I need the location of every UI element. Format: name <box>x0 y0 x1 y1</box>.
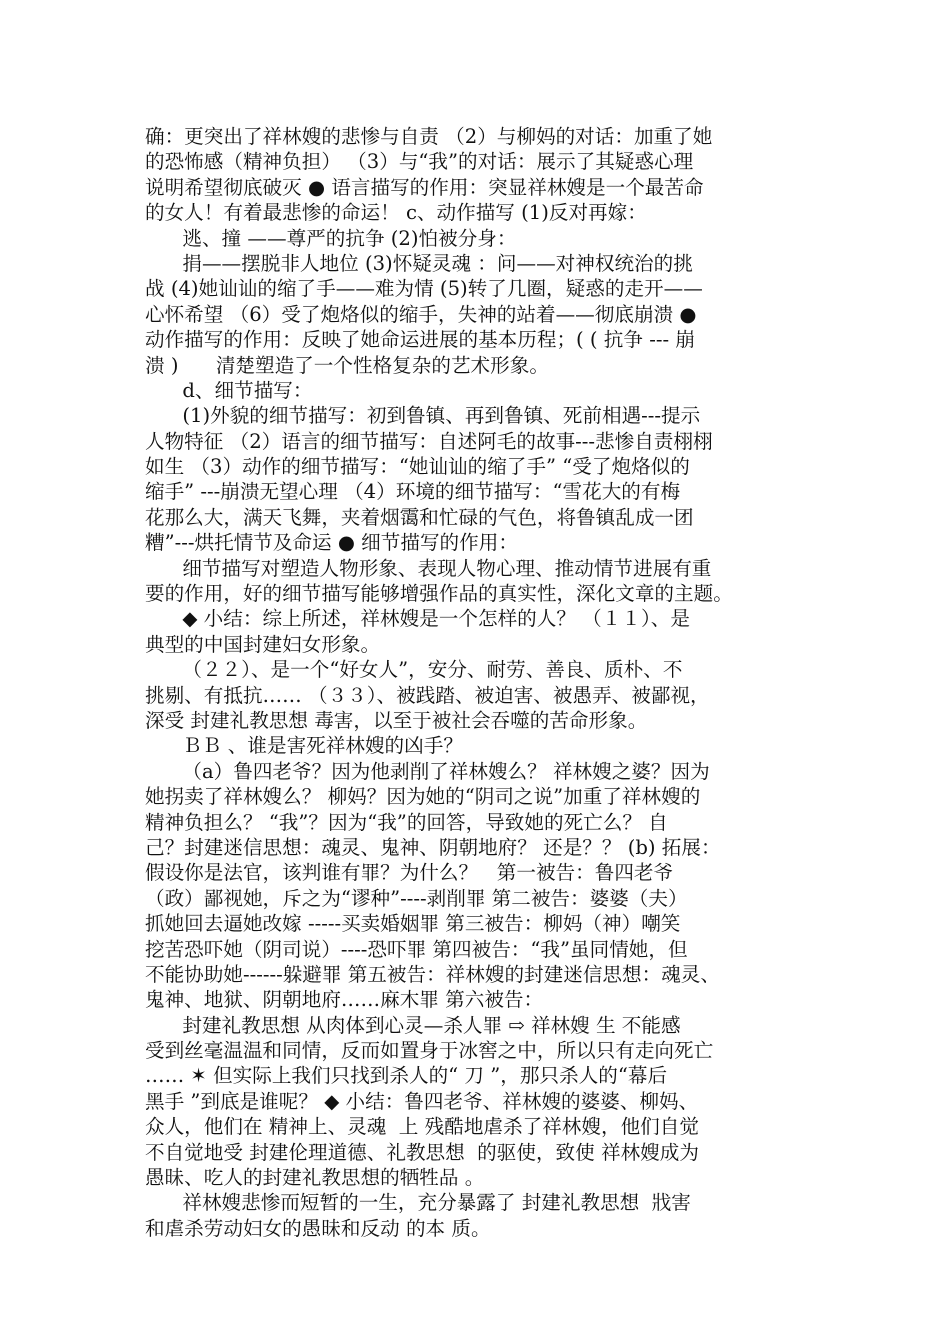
text-line: 的恐怖感（精神负担） （3）与“我”的对话：展示了其疑惑心理 <box>145 150 694 174</box>
text-line: 抓她回去逼她改嫁 -----买卖婚姻罪 第三被告：柳妈（神）嘲笑 <box>145 912 681 936</box>
text-line: 溃 ) 清楚塑造了一个性格复杂的艺术形象。 <box>145 353 549 377</box>
text-line: 祥林嫂悲惨而短暂的一生，充分暴露了 封建礼教思想 戕害 <box>145 1191 691 1215</box>
text-line: 己？封建迷信思想：魂灵、鬼神、阴朝地府？ 还是？？ (b) 拓展： <box>145 835 721 859</box>
text-line: 和虐杀劳动妇女的愚昧和反动 的本 质。 <box>145 1216 491 1240</box>
text-line: 心怀希望 （6）受了炮烙似的缩手，失神的站着——彻底崩溃 ● <box>145 302 697 326</box>
text-line: （a）鲁四老爷？因为他剥削了祥林嫂么？ 祥林嫂之婆？因为 <box>145 759 710 783</box>
text-line: 不能协助她------躲避罪 第五被告：祥林嫂的封建迷信思想：魂灵、 <box>145 962 720 986</box>
text-line: 精神负担么？ “我”？因为“我”的回答，导致她的死亡么？ 自 <box>145 810 668 834</box>
text-line: 深受 封建礼教思想 毒害，以至于被社会吞噬的苦命形象。 <box>145 708 648 732</box>
text-line: 挑剔、有抵抗…… （３３）、被践踏、被迫害、被愚弄、被鄙视， <box>145 683 710 707</box>
text-line: 假设你是法官，该判谁有罪？为什么？ 第一被告：鲁四老爷 <box>145 861 674 885</box>
text-line: 说明希望彻底破灭 ● 语言描写的作用：突显祥林嫂是一个最苦命 <box>145 175 704 199</box>
text-line: 细节描写对塑造人物形象、表现人物心理、推动情节进展有重 <box>145 556 712 580</box>
text-line: 战 (4)她讪讪的缩了手——难为情 (5)转了几圈，疑惑的走开—— <box>145 277 703 301</box>
text-line: 受到丝毫温温和同情，反而如置身于冰窖之中，所以只有走向死亡 <box>145 1039 714 1063</box>
text-line: 逃、撞 ——尊严的抗争 (2)怕被分身： <box>145 226 517 250</box>
text-line: 挖苦恐吓她（阴司说）----恐吓罪 第四被告：“我”虽同情她，但 <box>145 937 688 961</box>
text-line: 捐——摆脱非人地位 (3)怀疑灵魂 ：问——对神权统治的挑 <box>145 251 693 275</box>
text-line: 缩手” ---崩溃无望心理 （4）环境的细节描写：“雪花大的有梅 <box>145 480 681 504</box>
text-line: 鬼神、地狱、阴朝地府……麻木罪 第六被告： <box>145 988 544 1012</box>
text-line: 要的作用，好的细节描写能够增强作品的真实性，深化文章的主题。 <box>145 582 733 606</box>
text-line: （２２）、是一个“好女人”，安分、耐劳、善良、质朴、不 <box>145 658 683 682</box>
text-line: 花那么大，满天飞舞，夹着烟霭和忙碌的气色，将鲁镇乱成一团 <box>145 505 694 529</box>
text-line: …… ✶ 但实际上我们只找到杀人的“ 刀 ”，那只杀人的“幕后 <box>145 1064 668 1088</box>
text-line: 不自觉地受 封建伦理道德、礼教思想 的驱使，致使 祥林嫂成为 <box>145 1140 699 1164</box>
text-line: 黑手 ”到底是谁呢？ ◆ 小结：鲁四老爷、祥林嫂的婆婆、柳妈、 <box>145 1089 699 1113</box>
text-line: 如生 （3）动作的细节描写：“她讪讪的缩了手” “受了炮烙似的 <box>145 455 690 479</box>
text-line: ＢＢ 、谁是害死祥林嫂的凶手？ <box>145 734 463 758</box>
text-line: 典型的中国封建妇女形象。 <box>145 632 381 656</box>
document-page <box>145 124 809 1241</box>
text-line: 人物特征 （2）语言的细节描写：自述阿毛的故事---悲惨自责栩栩 <box>145 429 713 453</box>
text-line: （政）鄙视她，斥之为“谬种”----剥削罪 第二被告：婆婆（夫） <box>145 886 688 910</box>
text-line: 愚昧、吃人的封建礼教思想的牺牲品 。 <box>145 1166 485 1190</box>
text-line: 的女人！有着最悲惨的命运！ c、动作描写 (1)反对再嫁： <box>145 201 647 225</box>
text-line: 动作描写的作用：反映了她命运进展的基本历程；( ( 抗争 --- 崩 <box>145 328 695 352</box>
text-line: d、细节描写： <box>145 378 313 402</box>
text-line: 确：更突出了祥林嫂的悲惨与自责 （2）与柳妈的对话：加重了她 <box>145 125 713 148</box>
text-line: (1)外貌的细节描写：初到鲁镇、再到鲁镇、死前相遇---提示 <box>145 404 701 428</box>
text-line: 封建礼教思想 从肉体到心灵—杀人罪 ⇨ 祥林嫂 生 不能感 <box>145 1013 681 1037</box>
text-line: 她拐卖了祥林嫂么？ 柳妈？因为她的“阴司之说”加重了祥林嫂的 <box>145 785 701 809</box>
text-line: ◆ 小结：综上所述，祥林嫂是一个怎样的人？ （１１）、是 <box>145 607 690 631</box>
text-line: 众人，他们在 精神上、灵魂 上 残酷地虐杀了祥林嫂，他们自觉 <box>145 1115 699 1139</box>
text-line: 糟”---烘托情节及命运 ● 细节描写的作用： <box>145 531 518 555</box>
